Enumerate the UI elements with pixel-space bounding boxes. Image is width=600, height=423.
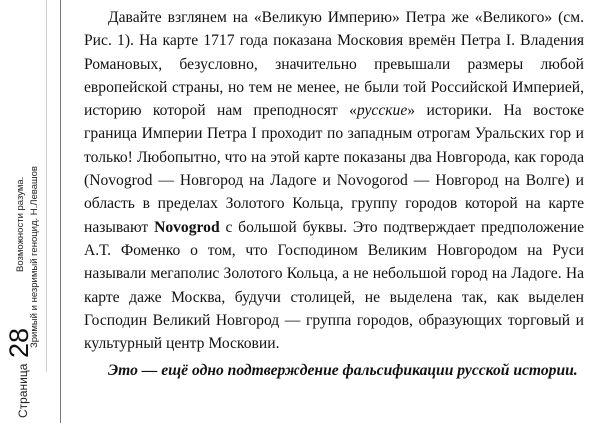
paragraph-text-part-3: с большой буквы. Это подтверждает предположение А.Т. Фоменко о том, что Господином Великим Новгородом на Руси называли мегаполис Золотого Кольца, а не небольшой город на Ладоге. На карте даже Москва, будучи столицей, не выделена так, как выделен Господин Великий Новгород — группа городов, образующих торговый и культурный центр Московии.	[84, 218, 584, 353]
sidebar-divider	[60, 0, 61, 423]
page-label: Страница	[16, 363, 30, 418]
book-subtitle: Зримый и незримый геноцид. Н.Левашов	[29, 166, 40, 348]
conclusion-statement: Это — ещё одно подтверждение фальсификации русской истории.	[108, 362, 578, 380]
paragraph-text-part-1: Давайте взглянем на «Великую Империю» Петра же «Великого» (см. Рис. 1). На карте 1717 года показана Московия времён Петра I. Владения Романовых, безусловно, значительно превышали размеры любой европейской страны, но тем не менее, не были той Российской Империей, историю которой нам преподносят «	[84, 9, 584, 120]
bold-word: Novogrod	[154, 218, 220, 236]
emphasized-word: русские	[356, 102, 408, 120]
body-paragraph	[84, 6, 584, 355]
book-title: Возможности разума.	[15, 176, 26, 272]
main-text	[84, 6, 584, 383]
page-number: 28	[4, 327, 34, 358]
page-number-box	[6, 305, 60, 423]
paragraph-text-part-2: » историки. На востоке граница Империи Петра I проходит по западным отрогам Уральских гор и только! Любопытно, что на этой карте показаны два Новгорода, как города (Novogrod — Новгород на Ладоге и Novogorod — Новгород на Волге) и область в пределах Золотого Кольца, группу городов которой на карте называют	[84, 102, 584, 236]
page-sidebar	[0, 0, 62, 423]
